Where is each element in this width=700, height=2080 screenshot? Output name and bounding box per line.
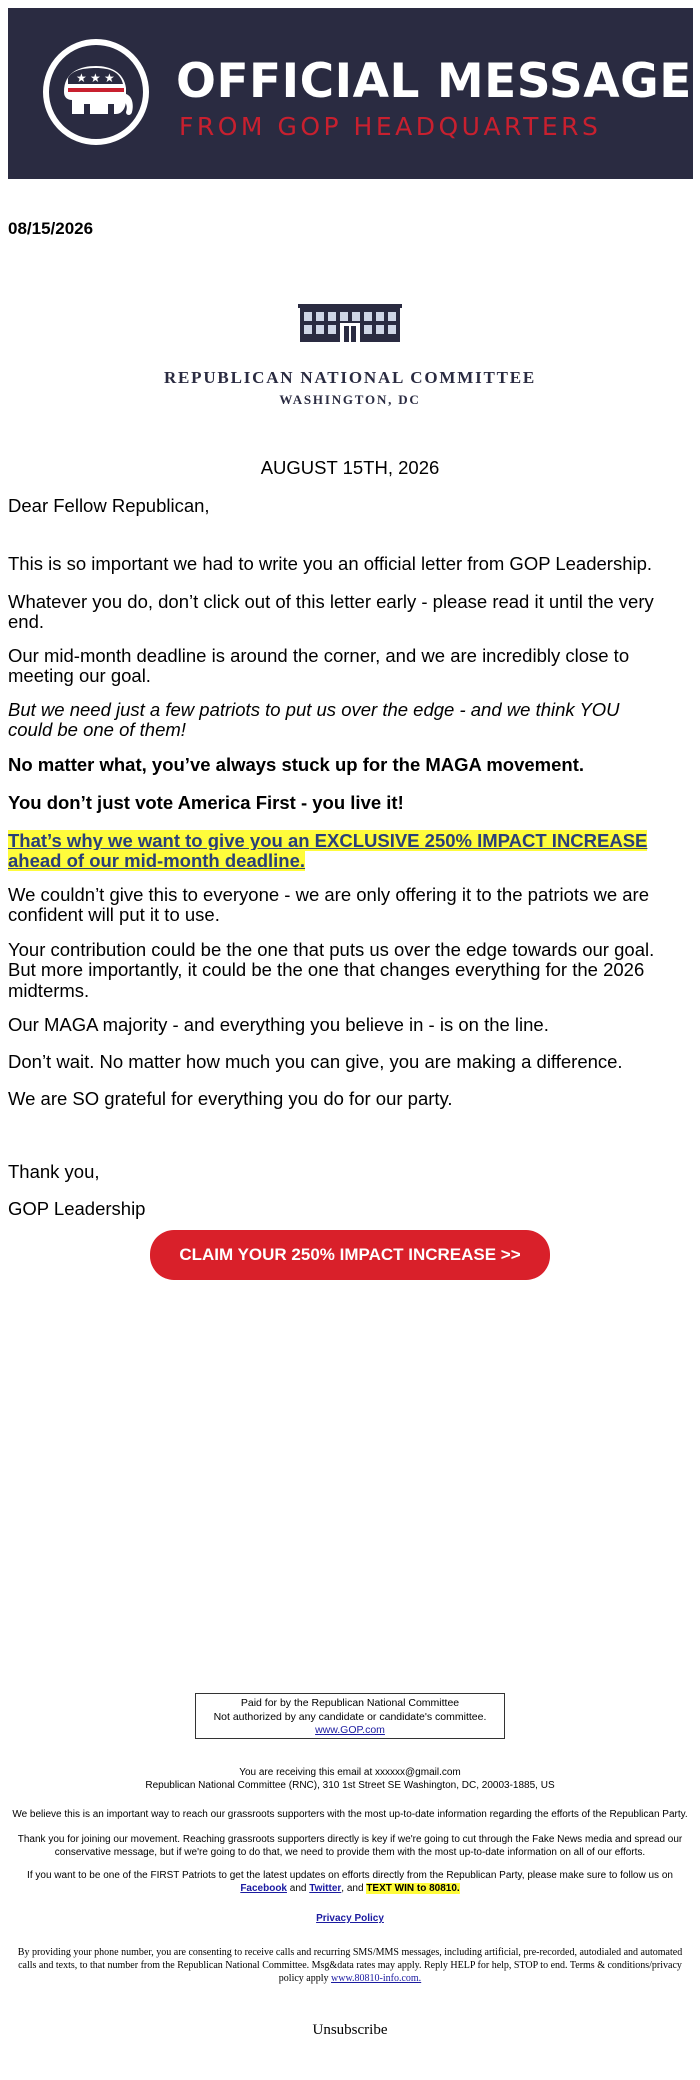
and-text-2: , and: [341, 1883, 364, 1894]
paragraph-3: Our mid-month deadline is around the corner, and we are incredibly close to meeting our goal.: [8, 645, 630, 687]
banner-title: OFFICIAL MESSAGE: [176, 54, 692, 109]
letter-date-heading: AUGUST 15TH, 2026: [260, 457, 440, 478]
privacy-policy-link[interactable]: Privacy Policy: [316, 1913, 384, 1924]
privacy-row: [8, 1912, 692, 1925]
sms-info-link[interactable]: www.80810-info.com.: [331, 1973, 422, 1984]
paragraph-1: This is so important we had to write you an official letter from GOP Leadership.: [8, 553, 653, 574]
paragraph-5: No matter what, you’ve always stuck up for the MAGA movement.: [8, 754, 585, 775]
text-win-badge: TEXT WIN to 80810.: [366, 1883, 460, 1894]
closing: Thank you,: [8, 1161, 100, 1182]
header-banner: [8, 8, 693, 179]
signature: GOP Leadership: [8, 1198, 146, 1219]
sms-consent-text: By providing your phone number, you are consenting to receive calls and recurring SMS/MMS messages, including artificial, pre-recorded, autodialed and automated calls and texts, to that number from the Republican National Committee. Msg&data rates may apply. Reply HELP for help, STOP to end. Terms & conditions/privacy policy apply: [17, 1947, 683, 1984]
gop-elephant-icon: [42, 38, 150, 146]
receiving-email-text: You are receiving this email at xxxxxx@gmail.com: [239, 1767, 461, 1778]
paragraph-4: But we need just a few patriots to put us over the edge - and we think YOU could be one of them!: [8, 699, 620, 741]
paid-for-line-1: Paid for by the Republican National Committee: [240, 1697, 460, 1709]
footer-paragraph-2: Thank you for joining our movement. Reaching grassroots supporters directly is key if we're going to cut through the Fake News media and spread our conservative message, but if we're going to do that, we need to provide them with the most up-to-date information on all of our efforts.: [17, 1834, 683, 1858]
salutation: Dear Fellow Republican,: [8, 495, 210, 516]
svg-text:★: ★: [90, 71, 101, 85]
banner-subtitle: FROM GOP HEADQUARTERS: [179, 112, 602, 141]
svg-text:★: ★: [104, 71, 115, 85]
paragraph-9: Your contribution could be the one that puts us over the edge towards our goal. But more importantly, it could be the one that changes everything for the 2026 midterms.: [8, 939, 655, 1001]
paragraph-11: Don’t wait. No matter how much you can give, you are making a difference.: [8, 1051, 623, 1072]
impact-increase-link[interactable]: That’s why we want to give you an EXCLUSIVE 250% IMPACT INCREASE ahead of our mid-month deadline.: [8, 830, 648, 872]
svg-text:★: ★: [76, 71, 87, 85]
paragraph-6: You don’t just vote America First - you live it!: [8, 792, 404, 813]
rnc-name: REPUBLICAN NATIONAL COMMITTEE: [163, 368, 537, 387]
paid-for-box: [195, 1693, 505, 1739]
paragraph-10: Our MAGA majority - and everything you believe in - is on the line.: [8, 1014, 549, 1035]
rnc-city: WASHINGTON, DC: [279, 392, 421, 407]
capitol-building-icon: [298, 302, 402, 342]
follow-us-text: If you want to be one of the FIRST Patriots to get the latest updates on efforts directly from the Republican Party, please make sure to follow us on: [27, 1870, 673, 1881]
footer-paragraph-1: We believe this is an important way to reach our grassroots supporters with the most up-to-date information regarding the efforts of the Republican Party.: [12, 1809, 688, 1820]
twitter-link[interactable]: Twitter: [309, 1883, 342, 1894]
paragraph-2: Whatever you do, don’t click out of this letter early - please read it until the very end.: [8, 591, 654, 633]
paragraph-12: We are SO grateful for everything you do for our party.: [8, 1088, 453, 1109]
paragraph-7: [8, 831, 668, 872]
rnc-address: Republican National Committee (RNC), 310 1st Street SE Washington, DC, 20003-1885, US: [145, 1780, 555, 1791]
claim-impact-button[interactable]: CLAIM YOUR 250% IMPACT INCREASE >>: [150, 1230, 550, 1280]
email-date: 08/15/2026: [8, 219, 94, 238]
unsubscribe-link[interactable]: Unsubscribe: [312, 2022, 388, 2038]
paid-for-line-2: Not authorized by any candidate or candidate's committee.: [213, 1710, 487, 1723]
footer-receiving: [8, 1766, 692, 1792]
sms-consent: [8, 1946, 692, 1985]
and-text-1: and: [289, 1883, 307, 1894]
paragraph-8: We couldn’t give this to everyone - we are only offering it to the patriots we are confident will put it to use.: [8, 884, 649, 926]
gop-website-link[interactable]: www.GOP.com: [315, 1724, 385, 1737]
footer-paragraph-3: [8, 1869, 692, 1895]
facebook-link[interactable]: Facebook: [240, 1883, 287, 1894]
